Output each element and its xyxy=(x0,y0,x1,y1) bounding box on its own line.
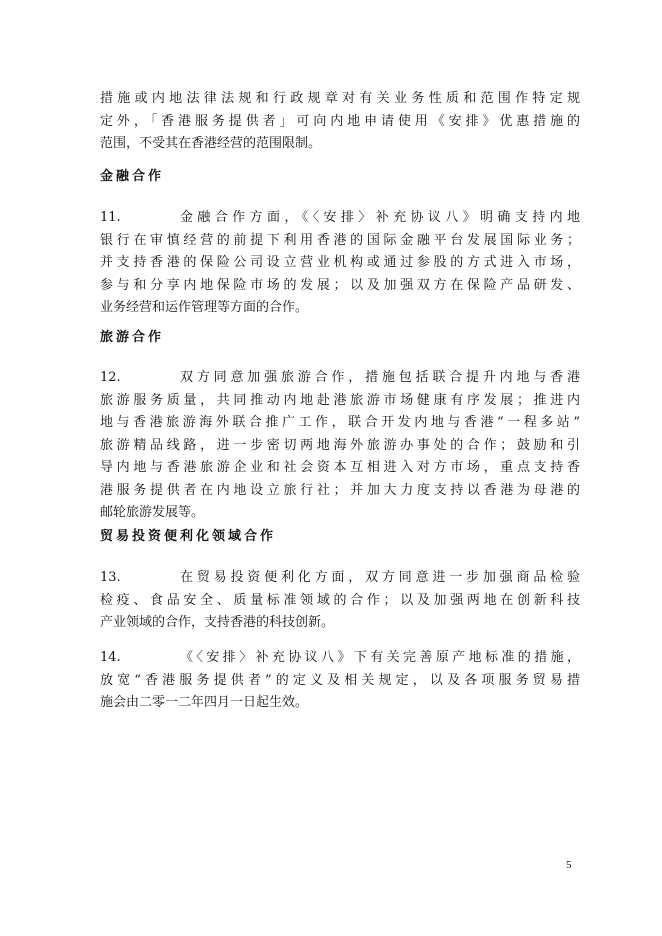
paragraph-11 xyxy=(100,207,580,320)
paragraph-line: 金融合作方面，《〈安排〉补充协议八》明确支持内地 xyxy=(180,210,580,225)
paragraph-14 xyxy=(100,647,580,715)
paragraph-line: 《〈安排〉补充协议八》下有关完善原产地标准的措施， xyxy=(180,650,580,665)
paragraph-line: 范围，不受其在香港经营的范围限制。 xyxy=(100,136,322,151)
paragraph-12 xyxy=(100,367,580,525)
paragraph-line: 地与香港旅游海外联合推广工作，联合开发内地与香港“一程多站” xyxy=(100,415,580,430)
paragraph-13 xyxy=(100,567,580,635)
paragraph-line: 导内地与香港旅游企业和社会资本互相进入对方市场，重点支持香 xyxy=(100,460,580,475)
paragraph-line: 措施或内地法律法规和行政规章对有关业务性质和范围作特定规 xyxy=(100,91,580,106)
paragraph-first-line xyxy=(100,207,580,230)
paragraph-first-line xyxy=(100,647,580,670)
paragraph-line: 检疫、食品安全、质量标准领域的合作；以及加强两地在创新科技 xyxy=(100,592,580,608)
paragraph-line: 在贸易投资便利化方面，双方同意进一步加强商品检验 xyxy=(180,570,580,585)
paragraph-number: 12. xyxy=(100,370,121,385)
paragraph-line: 参与和分享内地保险市场的发展；以及加强双方在保险产品研发、 xyxy=(100,277,580,293)
paragraph-line: 产业领域的合作，支持香港的科技创新。 xyxy=(100,615,335,630)
continuation-paragraph xyxy=(100,88,580,156)
section-heading-trade-investment: 贸易投资便利化领域合作 xyxy=(100,529,277,544)
section-heading-finance: 金融合作 xyxy=(100,169,165,184)
paragraph-line: 旅游服务质量，共同推动内地赴港旅游市场健康有序发展；推进内 xyxy=(100,392,580,408)
paragraph-line: 业务经营和运作管理等方面的合作。 xyxy=(100,300,309,315)
page-number: 5 xyxy=(566,859,572,871)
paragraph-line: 邮轮旅游发展等。 xyxy=(100,505,205,520)
paragraph-line: 施会由二零一二年四月一日起生效。 xyxy=(100,695,309,710)
paragraph-number: 13. xyxy=(100,570,121,585)
paragraph-line: 放宽“香港服务提供者”的定义及相关规定，以及各项服务贸易措 xyxy=(100,672,580,688)
paragraph-line: 港服务提供者在内地设立旅行社；并加大力度支持以香港为母港的 xyxy=(100,482,580,498)
section-heading-tourism: 旅游合作 xyxy=(100,330,165,345)
paragraph-line: 银行在审慎经营的前提下利用香港的国际金融平台发展国际业务； xyxy=(100,232,580,248)
paragraph-first-line xyxy=(100,567,580,590)
paragraph-first-line xyxy=(100,367,580,390)
paragraph-line: 双方同意加强旅游合作，措施包括联合提升内地与香港 xyxy=(180,370,580,385)
paragraph-line: 旅游精品线路，进一步密切两地海外旅游办事处的合作；鼓励和引 xyxy=(100,437,580,453)
paragraph-line: 定外，「香港服务提供者」可向内地申请使用《安排》优惠措施的 xyxy=(100,113,580,129)
paragraph-line: 并支持香港的保险公司设立营业机构或通过参股的方式进入市场， xyxy=(100,255,580,270)
paragraph-number: 11. xyxy=(100,210,121,225)
paragraph-number: 14. xyxy=(100,650,121,665)
